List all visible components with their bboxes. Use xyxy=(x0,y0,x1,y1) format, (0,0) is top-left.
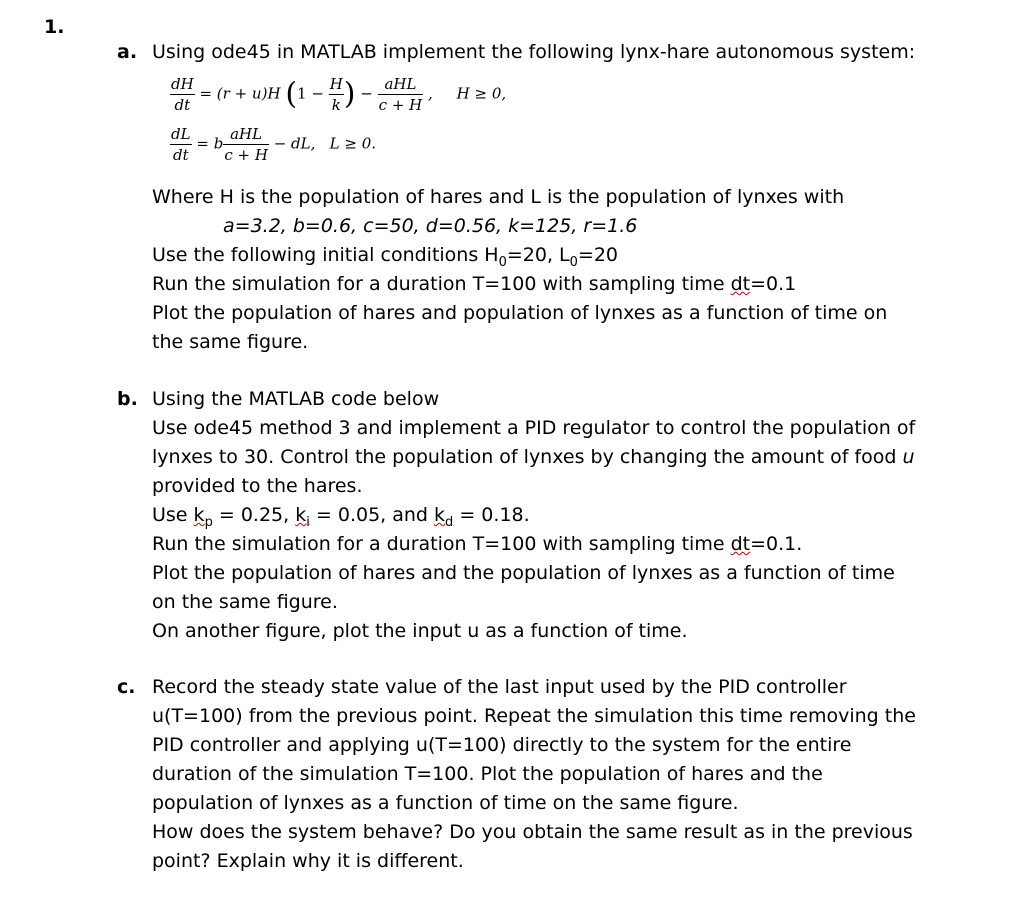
equation-hares: $\frac{dH}{dt}$ = (r + u)H (1 − $\frac{H}{k}$ ) − $\frac{\text{aHL}}{c + H}$ , H ≥ 0, xyxy=(171,75,507,114)
part-b-plot-3: On another figure, plot the input u as a function of time. xyxy=(152,620,688,642)
part-a-letter: a. xyxy=(117,41,138,63)
dh-dt-fraction: $\frac{dH}{dt}$ xyxy=(171,75,194,114)
kp-gain: $k_p$ xyxy=(193,504,213,530)
part-b-line-4: provided to the hares. xyxy=(152,475,363,497)
dl-dt-fraction: $\frac{dL}{dt}$ xyxy=(171,125,191,164)
part-b-gains: Use $k_p = 0.25$, $k_i = 0.05$, and $k_d = 0.18$. xyxy=(152,504,530,530)
part-c-line-2: u(T=100) from the previous point. Repeat the simulation this time removing the xyxy=(152,705,916,727)
part-c-line-7: point? Explain why it is different. xyxy=(152,850,464,872)
question-number: 1. xyxy=(44,16,65,38)
part-a-params: a=3.2, b=0.6, c=50, d=0.56, k=125, r=1.6 xyxy=(223,215,638,237)
part-b-line-3: lynxes to 30. Control the population of lynxes by changing the amount of food u xyxy=(152,446,915,468)
part-a-where: Where H is the population of hares and L is the population of lynxes with xyxy=(152,186,845,208)
part-c-line-5: population of lynxes as a function of time on the same figure. xyxy=(152,792,739,814)
part-c-letter: c. xyxy=(117,676,136,698)
h-over-k-fraction: $\frac{H}{k}$ xyxy=(329,75,343,114)
part-b-line-1: Using the MATLAB code below xyxy=(152,388,440,410)
equation-lynxes: $\frac{dL}{dt}$ = b $\frac{\text{aHL}}{c + H}$ − dL, L ≥ 0. xyxy=(171,125,377,164)
part-a-intro: Using ode45 in MATLAB implement the following lynx-hare autonomous system: xyxy=(152,41,916,63)
part-c-line-6: How does the system behave? Do you obtain the same result as in the previous xyxy=(152,821,913,843)
part-b-plot-2: on the same figure. xyxy=(152,591,338,613)
part-a-run: Run the simulation for a duration T=100 with sampling time dt=0.1 xyxy=(152,273,797,295)
ahl-over-c-plus-h-fraction-2: $\frac{\text{aHL}}{c + H}$ xyxy=(224,125,268,164)
part-b-run: Run the simulation for a duration T=100 with sampling time dt=0.1. xyxy=(152,533,803,555)
part-a-plot-2: the same figure. xyxy=(152,331,309,353)
part-c-line-4: duration of the simulation T=100. Plot the population of hares and the xyxy=(152,763,823,785)
part-a-initial-conditions: Use the following initial conditions $H_0=20$, $L_0=20$ xyxy=(152,244,619,270)
part-b-line-2: Use ode45 method 3 and implement a PID regulator to control the population of xyxy=(152,417,916,439)
ahl-over-c-plus-h-fraction: $\frac{\text{aHL}}{c + H}$ xyxy=(378,75,423,114)
part-b-plot-1: Plot the population of hares and the population of lynxes as a function of time xyxy=(152,562,895,584)
part-b-letter: b. xyxy=(117,388,138,410)
kd-gain: $k_d$ xyxy=(434,504,454,530)
part-c-line-3: PID controller and applying u(T=100) directly to the system for the entire xyxy=(152,734,852,756)
part-c-line-1: Record the steady state value of the last input used by the PID controller xyxy=(152,676,847,698)
part-a-plot-1: Plot the population of hares and population of lynxes as a function of time on xyxy=(152,302,888,324)
ki-gain: $k_i$ xyxy=(295,504,310,530)
